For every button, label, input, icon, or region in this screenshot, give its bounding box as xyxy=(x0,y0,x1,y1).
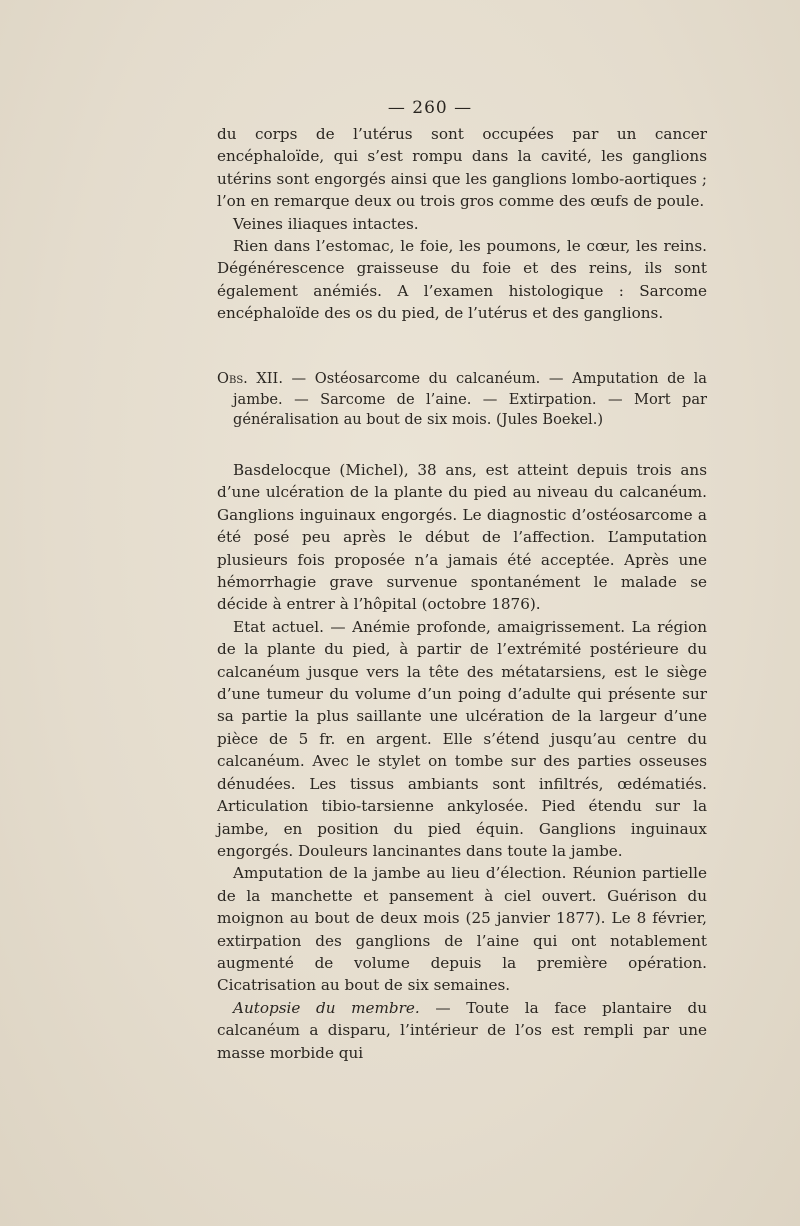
text-block-main xyxy=(217,459,707,1064)
paragraph: Amputation de la jambe au lieu d’élection. Réunion partielle de la manchette et pansement à ciel ouvert. Guérison du moignon au bout de deux mois (25 janvier 1877). Le 8 février, extirpation des ganglions de l’aine qui ont notablement augmenté de volume depuis la première opération. Cicatrisation au bout de six semaines. xyxy=(217,864,707,995)
autopsie-label: Autopsie du membre. xyxy=(233,998,420,1017)
paragraph: du corps de l’utérus sont occupées par un cancer encéphaloïde, qui s’est rompu dans la cavité, les ganglions utérins sont engorgés ainsi que les ganglions lombo-aortiques ; l’on en remarque deux ou trois gros comme des œufs de poule. xyxy=(217,125,707,211)
paragraph: Etat actuel. — Anémie profonde, amaigrissement. La région de la plante du pied, à partir de l’extrémité postérieure du calcanéum jusque vers la tête des métatarsiens, est le siège d’une tumeur du volume d’un poing d’adulte qui présente sur sa partie la plus saillante une ulcération de la largeur d’une pièce de 5 fr. en argent. Elle s’étend jusqu’au centre du calcanéum. Avec le stylet on tombe sur des parties osseuses dénudées. Les tissus ambiants sont infiltrés, œdématiés. Articulation tibio-tarsienne ankylosée. Pied étendu sur la jambe, en position du pied équin. Ganglions inguinaux engorgés. Douleurs lancinantes dans toute la jambe. xyxy=(217,617,707,860)
text-block-top xyxy=(217,123,707,325)
paragraph: Rien dans l’estomac, le foie, les poumons, le cœur, les reins. Dégénérescence graisseuse du foie et des reins, ils sont également anémiés. A l’examen histologique : Sarcome encéphaloïde des os du pied, de l’utérus et des ganglions. xyxy=(217,237,707,323)
paragraph: Veines iliaques intactes. xyxy=(233,214,419,233)
observation-heading xyxy=(217,369,707,431)
obs-text: XII. — Ostéosarcome du calcanéum. — Amputation de la jambe. — Sarcome de l’aine. — Extirpation. — Mort par généralisation au bout de six mois. (Jules Boekel.) xyxy=(233,370,707,428)
paragraph-autopsie xyxy=(217,997,707,1064)
paragraph: Basdelocque (Michel), 38 ans, est atteint depuis trois ans d’une ulcération de la plante du pied au niveau du calcanéum. Ganglions inguinaux engorgés. Le diagnostic d’ostéosarcome a été posé peu après le début de l’affection. L’amputation plusieurs fois proposée n’a jamais été acceptée. Après une hémorrhagie grave survenue spontanément le malade se décide à entrer à l’hôpital (octobre 1876). xyxy=(217,461,707,614)
page-number: — 260 — xyxy=(387,98,473,118)
autopsie-text: — Toute la face plantaire du calcanéum a disparu, l’intérieur de l’os est rempli par une masse morbide qui xyxy=(217,998,707,1062)
obs-label: Obs. xyxy=(217,370,248,387)
